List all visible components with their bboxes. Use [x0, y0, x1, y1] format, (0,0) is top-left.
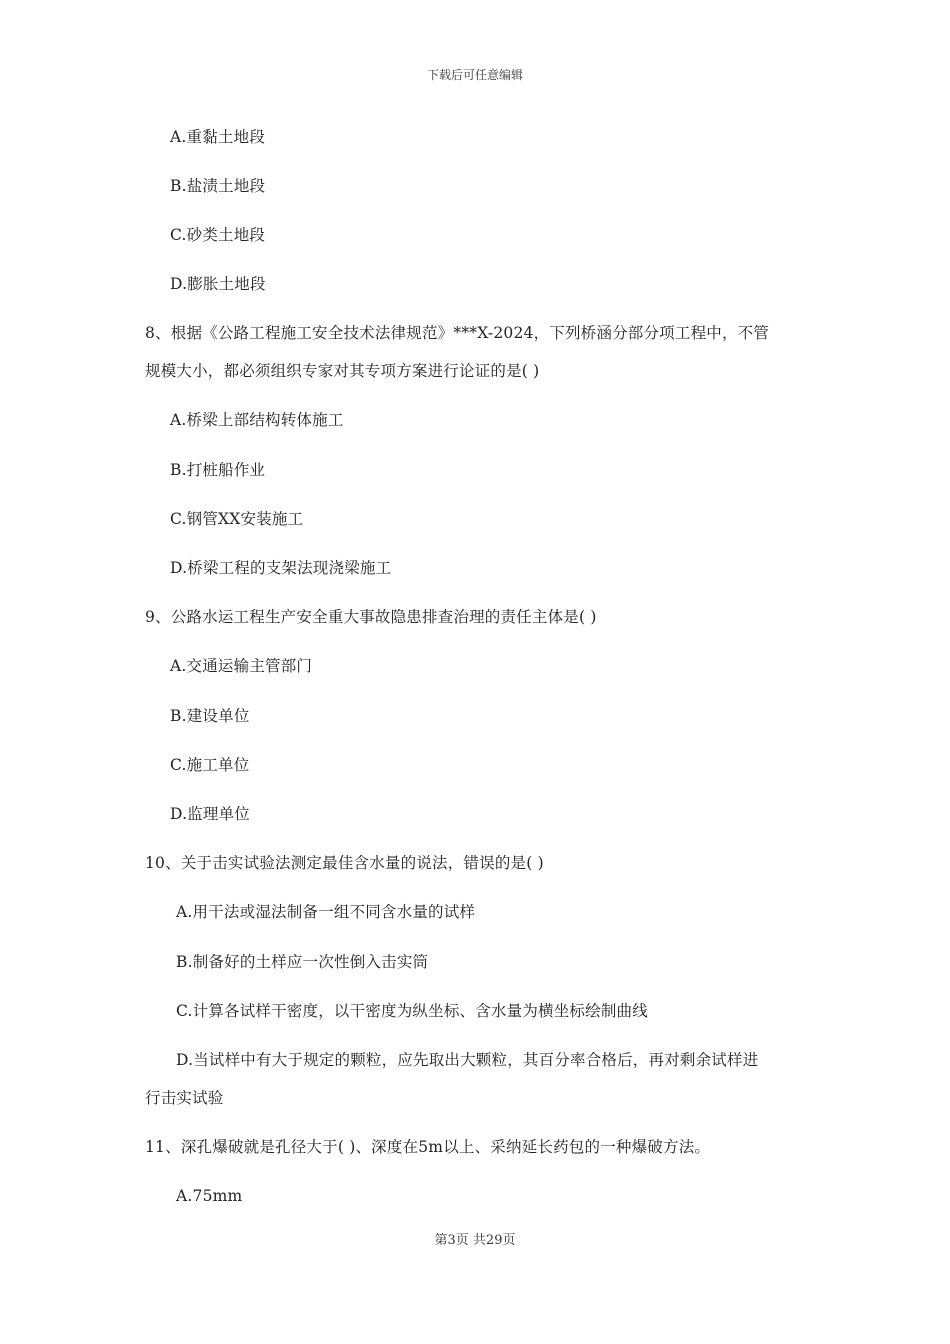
question-10-stem: 10、关于击实试验法测定最佳含水量的说法，错误的是( )	[145, 854, 544, 872]
option-11a: A.75mm	[176, 1187, 243, 1205]
option-7a: A.重黏土地段	[170, 128, 266, 146]
option-10c: C.计算各试样干密度，以干密度为纵坐标、含水量为横坐标绘制曲线	[176, 1002, 648, 1020]
option-7b: B.盐渍土地段	[170, 177, 266, 195]
question-9-stem: 9、公路水运工程生产安全重大事故隐患排查治理的责任主体是( )	[145, 608, 597, 626]
option-8c: C.钢管XX安装施工	[170, 510, 304, 528]
option-9d: D.监理单位	[170, 805, 251, 823]
option-10d-continuation: 行击实试验	[145, 1089, 224, 1107]
option-7c: C.砂类土地段	[170, 226, 266, 244]
option-10b: B.制备好的土样应一次性倒入击实筒	[176, 953, 429, 971]
question-11-stem: 11、深孔爆破就是孔径大于( )、深度在5m以上、采纳延长药包的一种爆破方法。	[145, 1138, 711, 1156]
option-9c: C.施工单位	[170, 756, 250, 774]
option-8d: D.桥梁工程的支架法现浇梁施工	[170, 559, 392, 577]
option-10a: A.用干法或湿法制备一组不同含水量的试样	[176, 903, 476, 921]
page-header: 下载后可任意编辑	[426, 68, 523, 82]
option-8b: B.打桩船作业	[170, 461, 266, 479]
question-8-stem-line-2: 规模大小，都必须组织专家对其专项方案进行论证的是( )	[145, 362, 540, 380]
option-9a: A.交通运输主管部门	[170, 657, 313, 675]
question-8-stem-line-1: 8、根据《公路工程施工安全技术法律规范》***X-2024，下列桥涵分部分项工程中，不管	[145, 324, 770, 342]
option-7d: D.膨胀土地段	[170, 275, 266, 293]
page-footer: 第3页 共29页	[434, 1233, 516, 1248]
option-10d: D.当试样中有大于规定的颗粒，应先取出大颗粒，其百分率合格后，再对剩余试样进	[176, 1051, 759, 1069]
option-8a: A.桥梁上部结构转体施工	[170, 411, 344, 429]
option-9b: B.建设单位	[170, 707, 250, 725]
